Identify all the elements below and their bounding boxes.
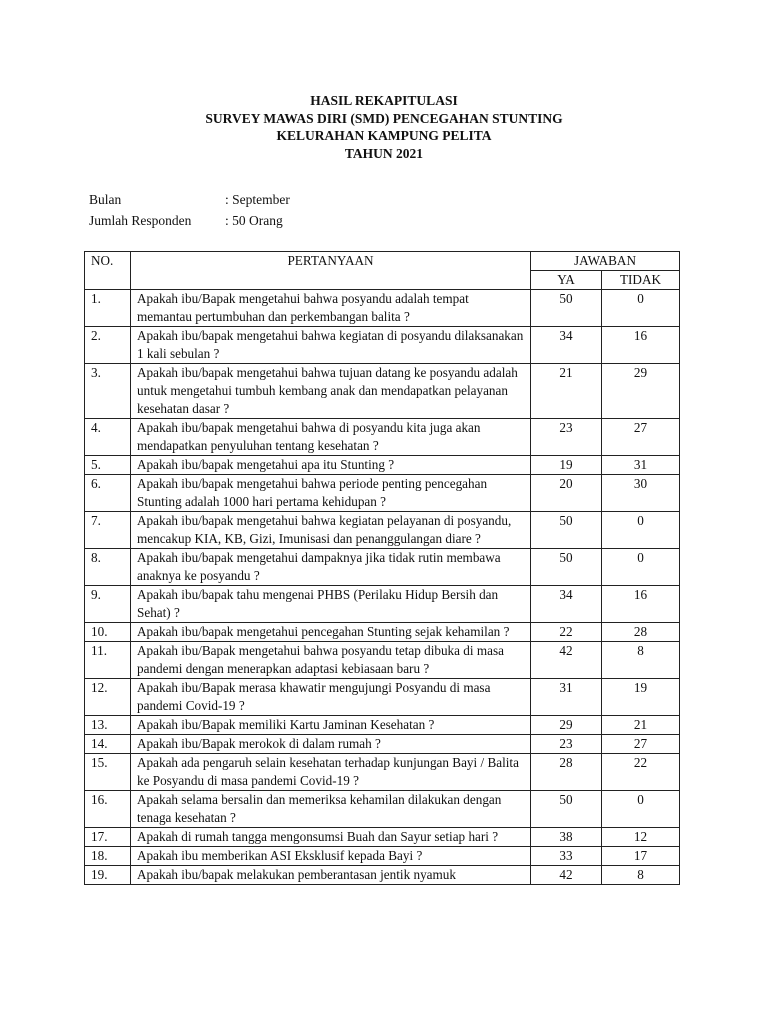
- column-header-no-answer: TIDAK: [602, 271, 680, 290]
- table-row: [85, 866, 680, 885]
- title-line-3: KELURAHAN KAMPUNG PELITA: [276, 128, 492, 144]
- answer-no-count: 19: [602, 679, 680, 716]
- row-number: 14.: [85, 735, 131, 754]
- question-text: Apakah ibu/bapak mengetahui bahwa periode penting pencegahan Stunting adalah 1000 hari pertama kehidupan ?: [131, 475, 531, 512]
- table-row: [85, 735, 680, 754]
- question-text: Apakah ibu/bapak mengetahui apa itu Stunting ?: [131, 456, 531, 475]
- question-text: Apakah di rumah tangga mengonsumsi Buah dan Sayur setiap hari ?: [131, 828, 531, 847]
- column-header-question: PERTANYAAN: [131, 252, 531, 290]
- question-text: Apakah ada pengaruh selain kesehatan terhadap kunjungan Bayi / Balita ke Posyandu di masa pandemi Covid-19 ?: [131, 754, 531, 791]
- table-row: [85, 290, 680, 327]
- answer-no-count: 27: [602, 735, 680, 754]
- answer-yes-count: 22: [531, 623, 602, 642]
- question-text: Apakah ibu/bapak mengetahui pencegahan Stunting sejak kehamilan ?: [131, 623, 531, 642]
- row-number: 15.: [85, 754, 131, 791]
- row-number: 19.: [85, 866, 131, 885]
- table-row: [85, 828, 680, 847]
- answer-no-count: 16: [602, 586, 680, 623]
- row-number: 12.: [85, 679, 131, 716]
- question-text: Apakah ibu/Bapak memiliki Kartu Jaminan Kesehatan ?: [131, 716, 531, 735]
- answer-no-count: 8: [602, 642, 680, 679]
- table-row: [85, 754, 680, 791]
- table-row: [85, 679, 680, 716]
- table-row: [85, 475, 680, 512]
- title-line-4: TAHUN 2021: [344, 146, 424, 162]
- table-row: [85, 791, 680, 828]
- answer-no-count: 0: [602, 549, 680, 586]
- answer-yes-count: 42: [531, 642, 602, 679]
- row-number: 11.: [85, 642, 131, 679]
- table-row: [85, 642, 680, 679]
- question-text: Apakah ibu/Bapak merokok di dalam rumah ?: [131, 735, 531, 754]
- row-number: 1.: [85, 290, 131, 327]
- answer-no-count: 22: [602, 754, 680, 791]
- table-row: [85, 549, 680, 586]
- table-row: [85, 512, 680, 549]
- table-header-row: [85, 252, 680, 271]
- answer-no-count: 30: [602, 475, 680, 512]
- answer-no-count: 17: [602, 847, 680, 866]
- row-number: 2.: [85, 327, 131, 364]
- row-number: 5.: [85, 456, 131, 475]
- table-row: [85, 847, 680, 866]
- row-number: 10.: [85, 623, 131, 642]
- question-text: Apakah ibu/bapak melakukan pemberantasan jentik nyamuk: [131, 866, 531, 885]
- meta-row-responden: [89, 210, 290, 231]
- answer-yes-count: 50: [531, 512, 602, 549]
- answer-no-count: 28: [602, 623, 680, 642]
- answer-yes-count: 34: [531, 327, 602, 364]
- column-header-no: NO.: [85, 252, 131, 290]
- question-text: Apakah ibu memberikan ASI Eksklusif kepada Bayi ?: [131, 847, 531, 866]
- meta-bulan-label: Bulan: [89, 192, 122, 207]
- question-text: Apakah ibu/Bapak mengetahui bahwa posyandu adalah tempat memantau pertumbuhan dan perkembangan balita ?: [131, 290, 531, 327]
- answer-yes-count: 34: [531, 586, 602, 623]
- column-header-yes: YA: [531, 271, 602, 290]
- table-row: [85, 364, 680, 419]
- answer-yes-count: 31: [531, 679, 602, 716]
- meta-responden-label: Jumlah Responden: [89, 213, 192, 228]
- answer-yes-count: 28: [531, 754, 602, 791]
- answer-no-count: 29: [602, 364, 680, 419]
- answer-yes-count: 19: [531, 456, 602, 475]
- answer-yes-count: 23: [531, 419, 602, 456]
- question-text: Apakah ibu/Bapak merasa khawatir mengujungi Posyandu di masa pandemi Covid-19 ?: [131, 679, 531, 716]
- row-number: 4.: [85, 419, 131, 456]
- answer-no-count: 0: [602, 512, 680, 549]
- row-number: 3.: [85, 364, 131, 419]
- table-row: [85, 456, 680, 475]
- answer-yes-count: 50: [531, 290, 602, 327]
- question-text: Apakah selama bersalin dan memeriksa kehamilan dilakukan dengan tenaga kesehatan ?: [131, 791, 531, 828]
- table-row: [85, 623, 680, 642]
- question-text: Apakah ibu/bapak mengetahui bahwa kegiatan di posyandu dilaksanakan 1 kali sebulan ?: [131, 327, 531, 364]
- answer-no-count: 31: [602, 456, 680, 475]
- answer-yes-count: 42: [531, 866, 602, 885]
- title-line-1: HASIL REKAPITULASI: [310, 93, 458, 108]
- question-text: Apakah ibu/bapak tahu mengenai PHBS (Perilaku Hidup Bersih dan Sehat) ?: [131, 586, 531, 623]
- table-row: [85, 327, 680, 364]
- row-number: 17.: [85, 828, 131, 847]
- table-row: [85, 419, 680, 456]
- answer-no-count: 21: [602, 716, 680, 735]
- row-number: 18.: [85, 847, 131, 866]
- answer-no-count: 0: [602, 290, 680, 327]
- question-text: Apakah ibu/bapak mengetahui dampaknya jika tidak rutin membawa anaknya ke posyandu ?: [131, 549, 531, 586]
- meta-row-bulan: [89, 189, 290, 210]
- answer-yes-count: 38: [531, 828, 602, 847]
- answer-yes-count: 50: [531, 791, 602, 828]
- question-text: Apakah ibu/bapak mengetahui bahwa di posyandu kita juga akan mendapatkan penyuluhan tentang kesehatan ?: [131, 419, 531, 456]
- table-body: [85, 290, 680, 885]
- answer-no-count: 12: [602, 828, 680, 847]
- row-number: 13.: [85, 716, 131, 735]
- row-number: 6.: [85, 475, 131, 512]
- answer-no-count: 16: [602, 327, 680, 364]
- question-text: Apakah ibu/bapak mengetahui bahwa tujuan datang ke posyandu adalah untuk mengetahui tumbuh kembang anak dan mendapatkan pelayanan kesehatan dasar ?: [131, 364, 531, 419]
- survey-meta: [89, 189, 290, 231]
- answer-yes-count: 50: [531, 549, 602, 586]
- answer-yes-count: 21: [531, 364, 602, 419]
- title-line-2: SURVEY MAWAS DIRI (SMD) PENCEGAHAN STUNTING: [205, 110, 563, 126]
- answer-no-count: 0: [602, 791, 680, 828]
- row-number: 16.: [85, 791, 131, 828]
- column-header-answer: JAWABAN: [531, 252, 680, 271]
- document-title-block: [0, 92, 768, 163]
- meta-bulan-value: : September: [225, 192, 290, 207]
- row-number: 7.: [85, 512, 131, 549]
- answer-yes-count: 29: [531, 716, 602, 735]
- table-row: [85, 716, 680, 735]
- meta-responden-value: : 50 Orang: [225, 213, 283, 228]
- question-text: Apakah ibu/Bapak mengetahui bahwa posyandu tetap dibuka di masa pandemi dengan menerapkan adaptasi kebiasaan baru ?: [131, 642, 531, 679]
- row-number: 8.: [85, 549, 131, 586]
- answer-no-count: 27: [602, 419, 680, 456]
- answer-yes-count: 20: [531, 475, 602, 512]
- table-row: [85, 586, 680, 623]
- answer-yes-count: 33: [531, 847, 602, 866]
- answer-yes-count: 23: [531, 735, 602, 754]
- row-number: 9.: [85, 586, 131, 623]
- question-text: Apakah ibu/bapak mengetahui bahwa kegiatan pelayanan di posyandu, mencakup KIA, KB, Gizi, Imunisasi dan penanggulangan diare ?: [131, 512, 531, 549]
- survey-table: [84, 251, 680, 885]
- answer-no-count: 8: [602, 866, 680, 885]
